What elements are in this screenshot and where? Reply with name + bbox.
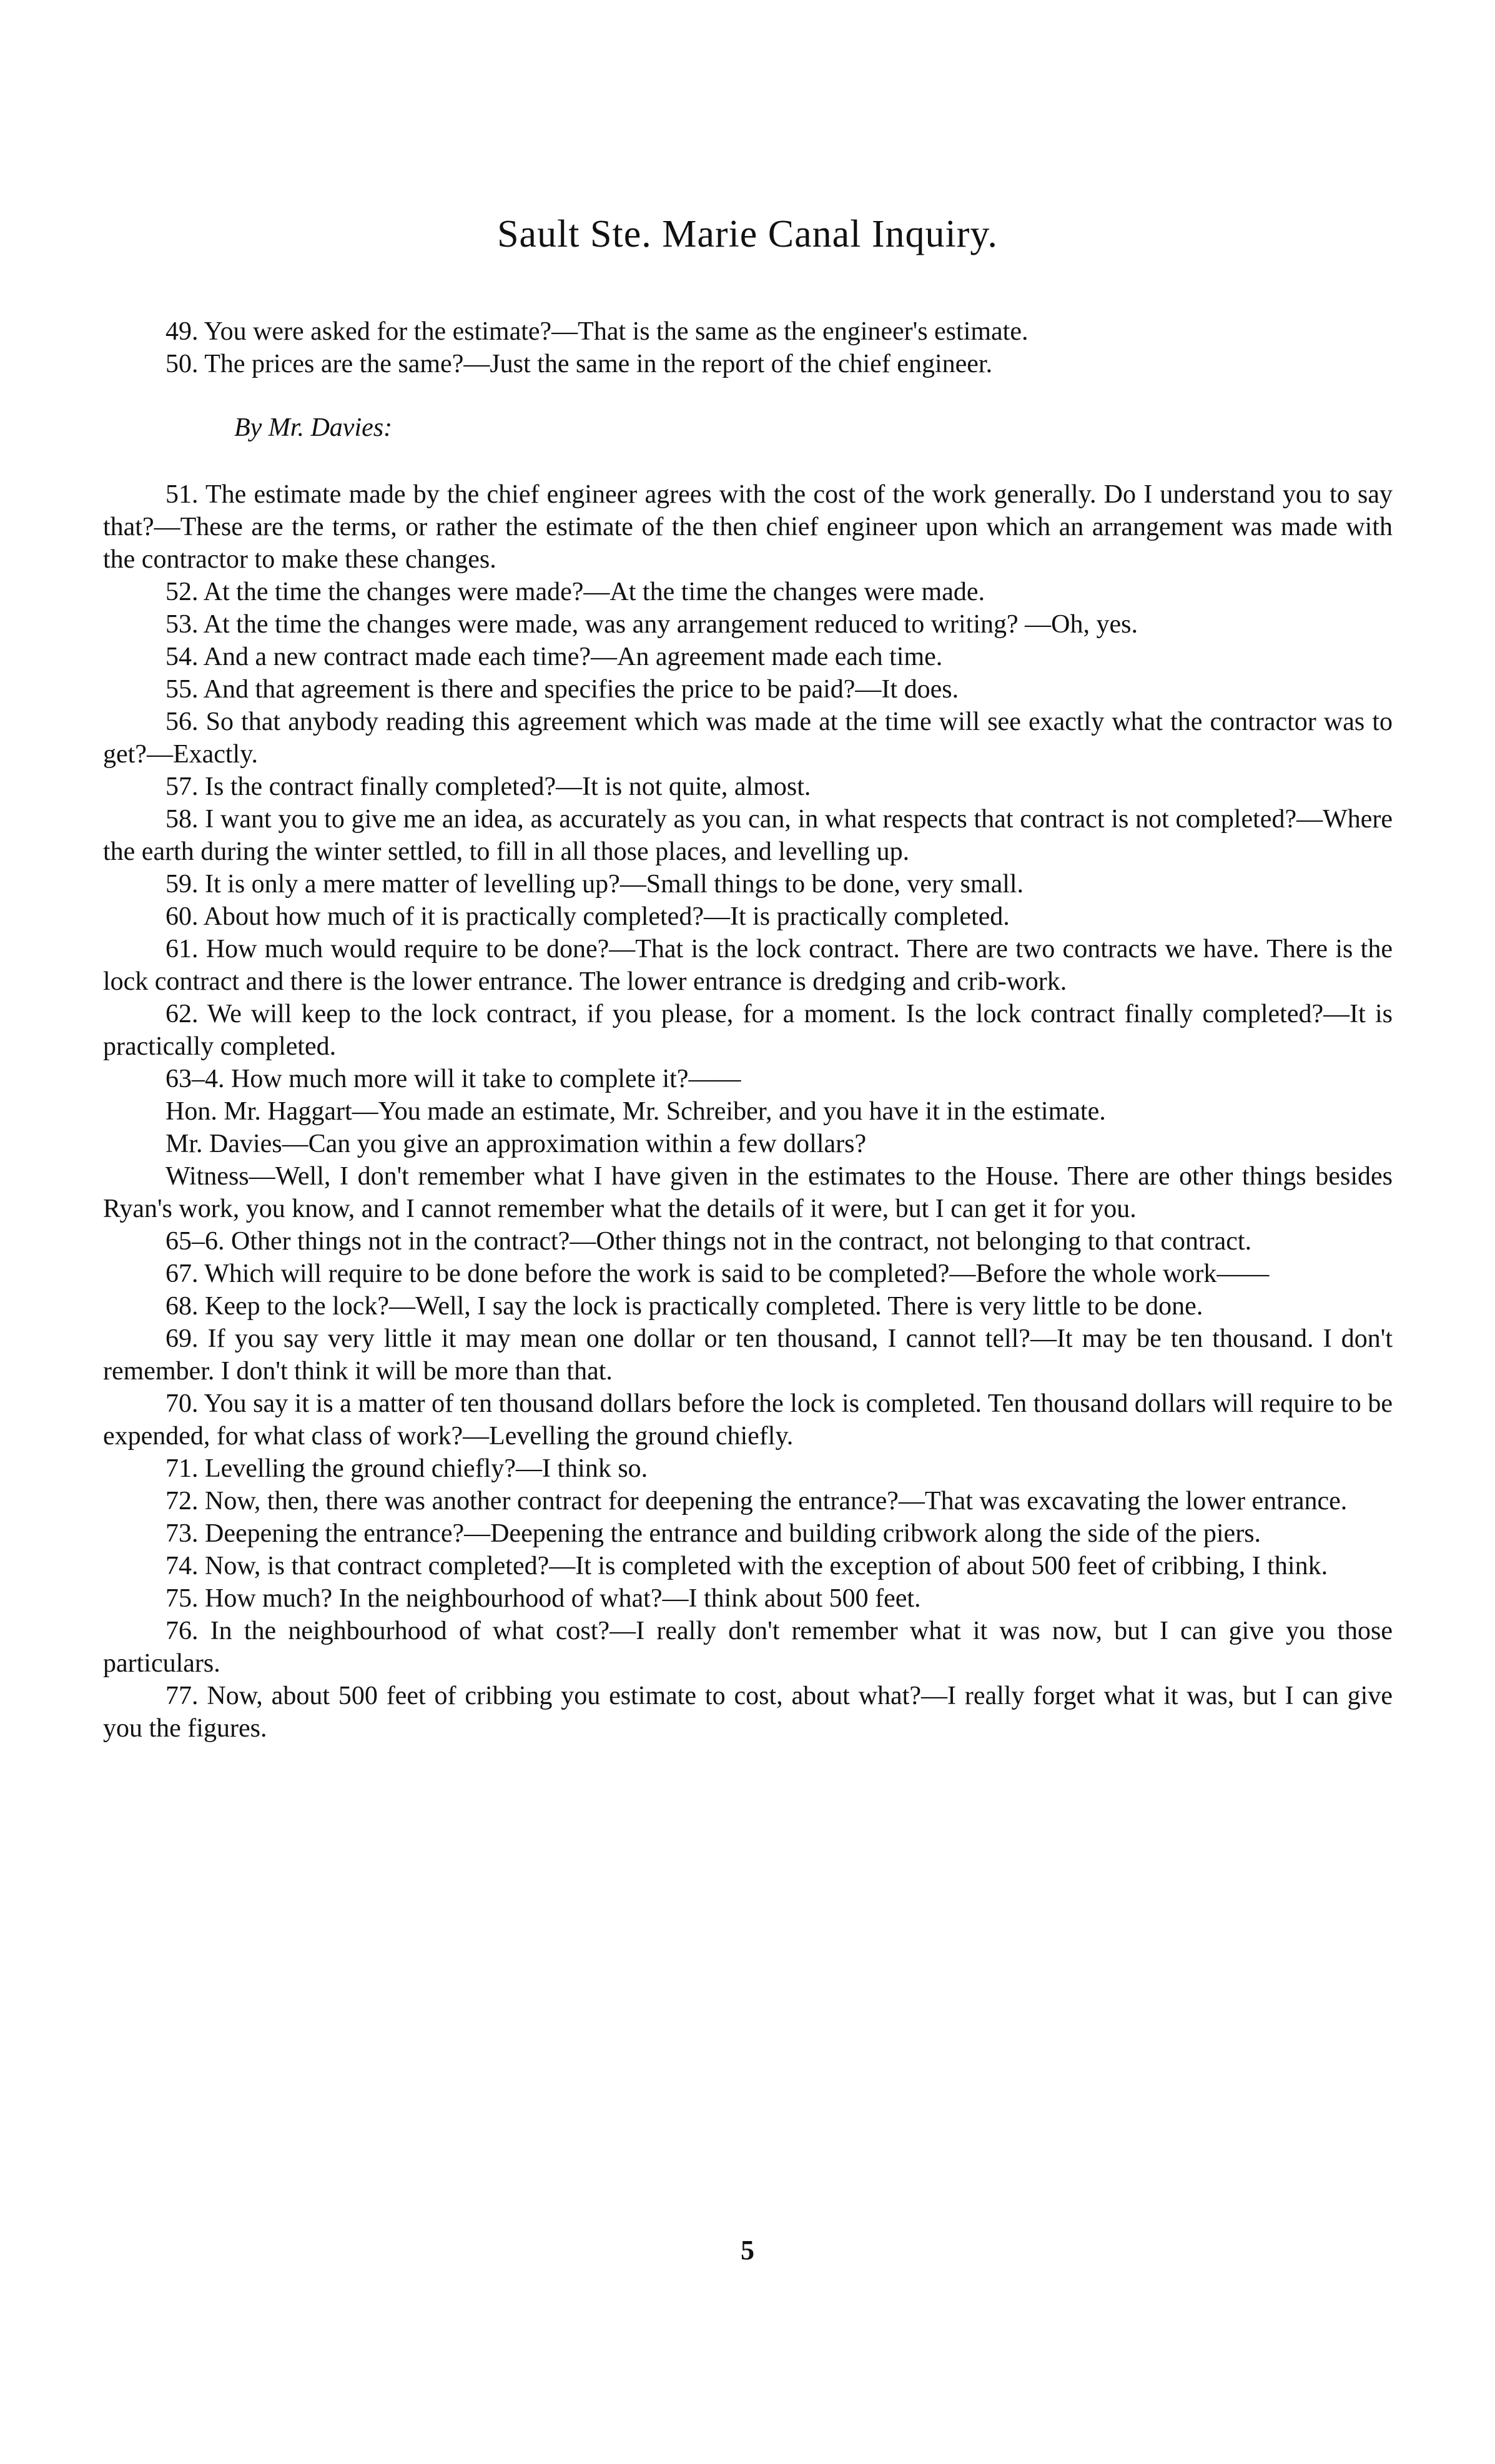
testimony-body	[103, 315, 1393, 1745]
question-paragraph: 69. If you say very little it may mean one dollar or ten thousand, I cannot tell?—It may be ten thousand. I don't remember. I don't think it will be more than that.	[103, 1324, 1393, 1386]
question-paragraph: 53. At the time the changes were made, was any arrangement reduced to writing? —Oh, yes.	[165, 610, 1138, 639]
question-paragraph: 71. Levelling the ground chiefly?—I think so.	[165, 1454, 648, 1483]
question-paragraph: 58. I want you to give me an idea, as accurately as you can, in what respects that contract is not completed?—Where the earth during the winter settled, to fill in all those places, and levelling up.	[103, 805, 1393, 866]
question-paragraph: 52. At the time the changes were made?—At the time the changes were made.	[165, 578, 985, 606]
question-paragraph: 59. It is only a mere matter of levelling up?—Small things to be done, very small.	[165, 870, 1024, 899]
page-title: Sault Ste. Marie Canal Inquiry.	[497, 213, 998, 255]
question-paragraph: 67. Which will require to be done before the work is said to be completed?—Before the whole work——	[165, 1259, 1270, 1288]
question-paragraph: 77. Now, about 500 feet of cribbing you estimate to cost, about what?—I really forget what it was, but I can give you the figures.	[103, 1682, 1393, 1743]
question-paragraph: 68. Keep to the lock?—Well, I say the lock is practically completed. There is very little to be done.	[165, 1292, 1203, 1321]
question-paragraph: 74. Now, is that contract completed?—It is completed with the exception of about 500 feet of cribbing, I think.	[165, 1552, 1328, 1580]
question-paragraph: 55. And that agreement is there and specifies the price to be paid?—It does.	[165, 675, 959, 704]
question-paragraph: 63–4. How much more will it take to complete it?——	[165, 1065, 741, 1093]
question-paragraph: 70. You say it is a matter of ten thousand dollars before the lock is completed. Ten thousand dollars will require to be expended, for what class of work?—Levelling the ground chiefly.	[103, 1389, 1393, 1451]
question-paragraph: 73. Deepening the entrance?—Deepening the entrance and building cribwork along the side of the piers.	[165, 1519, 1261, 1548]
question-paragraph: 76. In the neighbourhood of what cost?—I really don't remember what it was now, but I can give you those particulars.	[103, 1617, 1393, 1678]
question-paragraph: 65–6. Other things not in the contract?—Other things not in the contract, not belonging to that contract.	[165, 1227, 1252, 1256]
question-paragraph: 62. We will keep to the lock contract, if you please, for a moment. Is the lock contract finally completed?—It is practically completed.	[103, 1000, 1393, 1061]
speaker-paragraph: Witness—Well, I don't remember what I have given in the estimates to the House. There are other things besides Ryan's work, you know, and I cannot remember what the details of it were, but I can get it for you.	[103, 1162, 1393, 1223]
question-paragraph: 54. And a new contract made each time?—An agreement made each time.	[165, 643, 943, 671]
question-paragraph: 60. About how much of it is practically completed?—It is practically completed.	[165, 902, 1010, 931]
examiner-subheading: By Mr. Davies:	[234, 413, 393, 442]
question-paragraph: 56. So that anybody reading this agreement which was made at the time will see exactly what the contractor was to get?—Exactly.	[103, 707, 1393, 769]
question-paragraph: 50. The prices are the same?—Just the same in the report of the chief engineer.	[165, 350, 993, 378]
question-paragraph: 51. The estimate made by the chief engineer agrees with the cost of the work generally. Do I understand you to say that?—These are the terms, or rather the estimate of the then chief engineer upon which an arrangement was made with the contractor to make these changes.	[103, 480, 1393, 574]
question-paragraph: 57. Is the contract finally completed?—It is not quite, almost.	[165, 772, 811, 801]
speaker-paragraph: Hon. Mr. Haggart—You made an estimate, Mr. Schreiber, and you have it in the estimate.	[165, 1097, 1106, 1126]
question-paragraph: 72. Now, then, there was another contract for deepening the entrance?—That was excavating the lower entrance.	[165, 1487, 1348, 1515]
speaker-paragraph: Mr. Davies—Can you give an approximation within a few dollars?	[165, 1130, 867, 1158]
question-paragraph: 75. How much? In the neighbourhood of what?—I think about 500 feet.	[165, 1584, 921, 1613]
page-number: 5	[741, 2235, 754, 2265]
question-paragraph: 61. How much would require to be done?—That is the lock contract. There are two contracts we have. There is the lock contract and there is the lower entrance. The lower entrance is dredging and crib-work.	[103, 935, 1393, 996]
question-paragraph: 49. You were asked for the estimate?—That is the same as the engineer's estimate.	[165, 317, 1029, 346]
